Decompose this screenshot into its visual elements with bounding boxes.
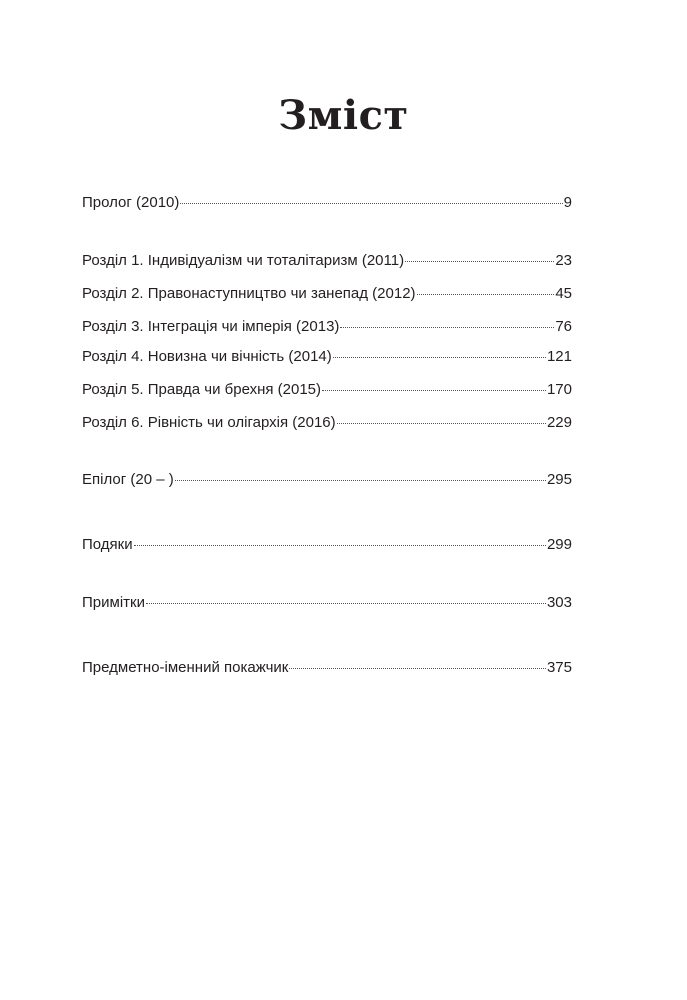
toc-entry-page: 45 — [555, 285, 572, 302]
dot-leader — [337, 422, 546, 424]
toc-entry-page: 170 — [546, 381, 572, 398]
toc-entry-page: 295 — [546, 471, 572, 488]
toc-entry-title: Розділ 4. Новизна чи вічність (2014) — [82, 348, 332, 365]
toc-entry-page: 229 — [546, 414, 572, 431]
toc-entry-chapter-5[interactable] — [82, 380, 572, 400]
dot-leader — [340, 326, 554, 328]
dot-leader — [405, 260, 554, 262]
toc-entry-epilogue[interactable] — [82, 470, 572, 490]
dot-leader — [146, 602, 546, 604]
page-title: Зміст — [278, 92, 409, 139]
toc-entry-page: 23 — [555, 252, 572, 269]
toc-entry-acknowledgements[interactable] — [82, 535, 572, 555]
toc-entry-chapter-4[interactable] — [82, 347, 572, 367]
toc-entry-notes[interactable] — [82, 593, 572, 613]
toc-entry-title: Предметно-іменний покажчик — [82, 659, 289, 676]
toc-entry-chapter-2[interactable] — [82, 284, 572, 304]
toc-entry-page: 76 — [555, 318, 572, 335]
dot-leader — [333, 356, 546, 358]
toc-entry-chapter-3[interactable] — [82, 317, 572, 337]
dot-leader — [175, 479, 546, 481]
toc-entry-index[interactable] — [82, 658, 572, 678]
toc-entry-chapter-1[interactable] — [82, 251, 572, 271]
toc-entry-title: Розділ 6. Рівність чи олігархія (2016) — [82, 414, 336, 431]
toc-entry-title: Розділ 1. Індивідуалізм чи тоталітаризм (2011) — [82, 252, 405, 269]
toc-entry-page: 299 — [546, 536, 572, 553]
dot-leader — [322, 389, 546, 391]
toc-entry-page: 303 — [546, 594, 572, 611]
toc-entry-title: Розділ 2. Правонаступництво чи занепад (2012) — [82, 285, 416, 302]
toc-entry-chapter-6[interactable] — [82, 413, 572, 433]
dot-leader — [134, 544, 546, 546]
toc-entry-title: Пролог (2010) — [82, 194, 180, 211]
dot-leader — [289, 667, 546, 669]
toc-entry-title: Подяки — [82, 536, 133, 553]
toc-entry-title: Розділ 3. Інтеграція чи імперія (2013) — [82, 318, 340, 335]
toc-entry-prologue[interactable] — [82, 193, 572, 213]
toc-entry-title: Примітки — [82, 594, 145, 611]
toc-entry-title: Розділ 5. Правда чи брехня (2015) — [82, 381, 322, 398]
dot-leader — [180, 202, 562, 204]
toc-entry-page: 9 — [563, 194, 572, 211]
toc-entry-title: Епілог (20 – ) — [82, 471, 174, 488]
dot-leader — [417, 293, 555, 295]
toc-entry-page: 121 — [546, 348, 572, 365]
toc-entry-page: 375 — [546, 659, 572, 676]
